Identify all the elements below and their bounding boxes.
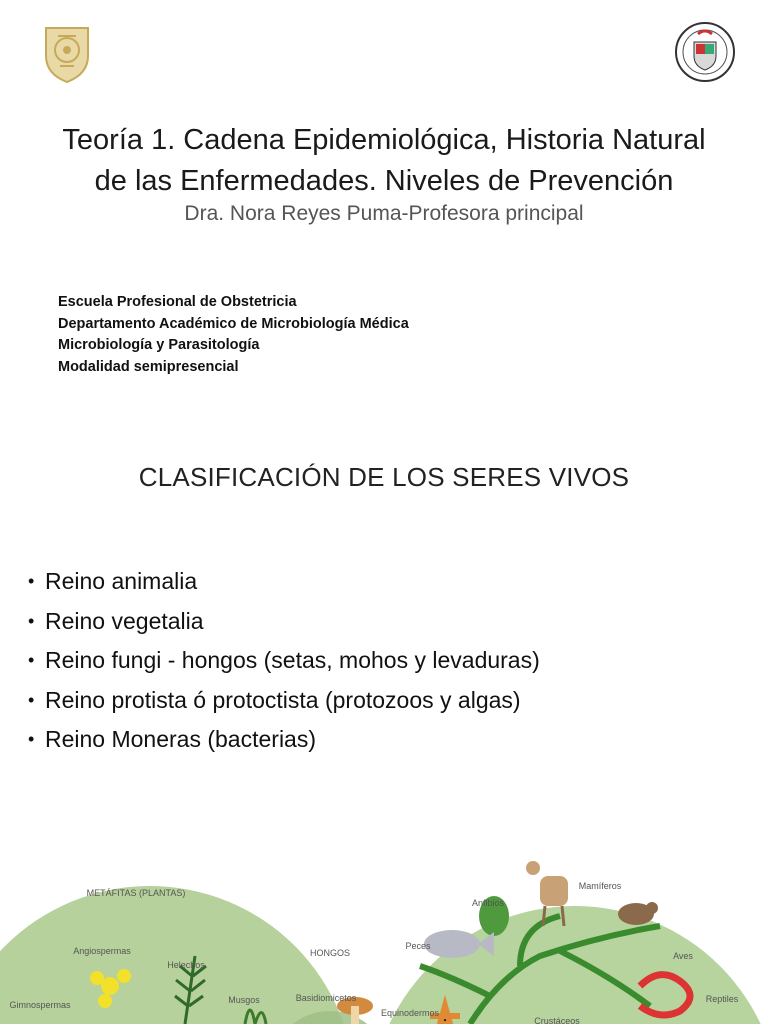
university-crest-icon <box>38 22 96 84</box>
department-line: Microbiología y Parasitología <box>58 337 260 353</box>
birds-label: Aves <box>673 951 693 961</box>
list-item: • Reino vegetalia <box>28 602 540 642</box>
list-item: • Reino Moneras (bacterias) <box>28 720 540 760</box>
basidiomycetes-label: Basidiomicetos <box>295 993 357 1003</box>
list-item: • Reino protista ó protoctista (protozoos y algas) <box>28 681 540 721</box>
bullet-icon: • <box>28 610 35 631</box>
echinoderms-label: Equinodermos <box>380 1008 440 1018</box>
department-line: Escuela Profesional de Obstetricia <box>58 294 297 310</box>
department-info <box>58 292 409 378</box>
plants-group-label: METÁFITAS (PLANTAS) <box>86 888 186 898</box>
animals-circle <box>370 906 768 1024</box>
bullet-icon: • <box>28 689 35 710</box>
angiosperms-label: Angiospermas <box>73 946 131 956</box>
bullet-icon: • <box>28 650 35 670</box>
department-line: Departamento Académico de Microbiología Médica <box>58 315 409 332</box>
kingdom-list <box>28 562 540 760</box>
list-item: • Reino animalia <box>28 562 540 602</box>
classification-slide <box>0 420 768 1024</box>
ferns-label: Helechos <box>167 960 205 970</box>
gymnosperms-label: Gimnospermas <box>9 1000 71 1010</box>
bullet-icon: • <box>28 729 35 749</box>
slide-title-line-2: de las Enfermedades. Niveles de Prevención <box>94 165 674 197</box>
list-item: • Reino fungi - hongos (setas, mohos y levaduras) <box>28 641 540 681</box>
slide-title-line-1: Teoría 1. Cadena Epidemiológica, Historia Natural <box>62 124 706 156</box>
mammals-label: Mamíferos <box>578 881 622 891</box>
slide-title <box>20 120 748 202</box>
fish-label: Peces <box>405 941 431 951</box>
author-subtitle: Dra. Nora Reyes Puma-Profesora principal <box>184 202 584 225</box>
mosses-label: Musgos <box>228 995 260 1005</box>
section-title: CLASIFICACIÓN DE LOS SERES VIVOS <box>138 462 630 492</box>
kingdoms-illustration <box>0 856 768 1024</box>
title-slide <box>0 0 768 420</box>
amphibians-label: Anfibios <box>471 898 505 908</box>
crustaceans-label: Crustáceos <box>534 1016 580 1024</box>
department-line: Modalidad semipresencial <box>58 358 239 375</box>
fungi-group-label: HONGOS <box>309 948 351 958</box>
bullet-icon: • <box>28 571 35 591</box>
reptiles-label: Reptiles <box>705 994 739 1004</box>
department-seal-icon <box>674 20 736 84</box>
